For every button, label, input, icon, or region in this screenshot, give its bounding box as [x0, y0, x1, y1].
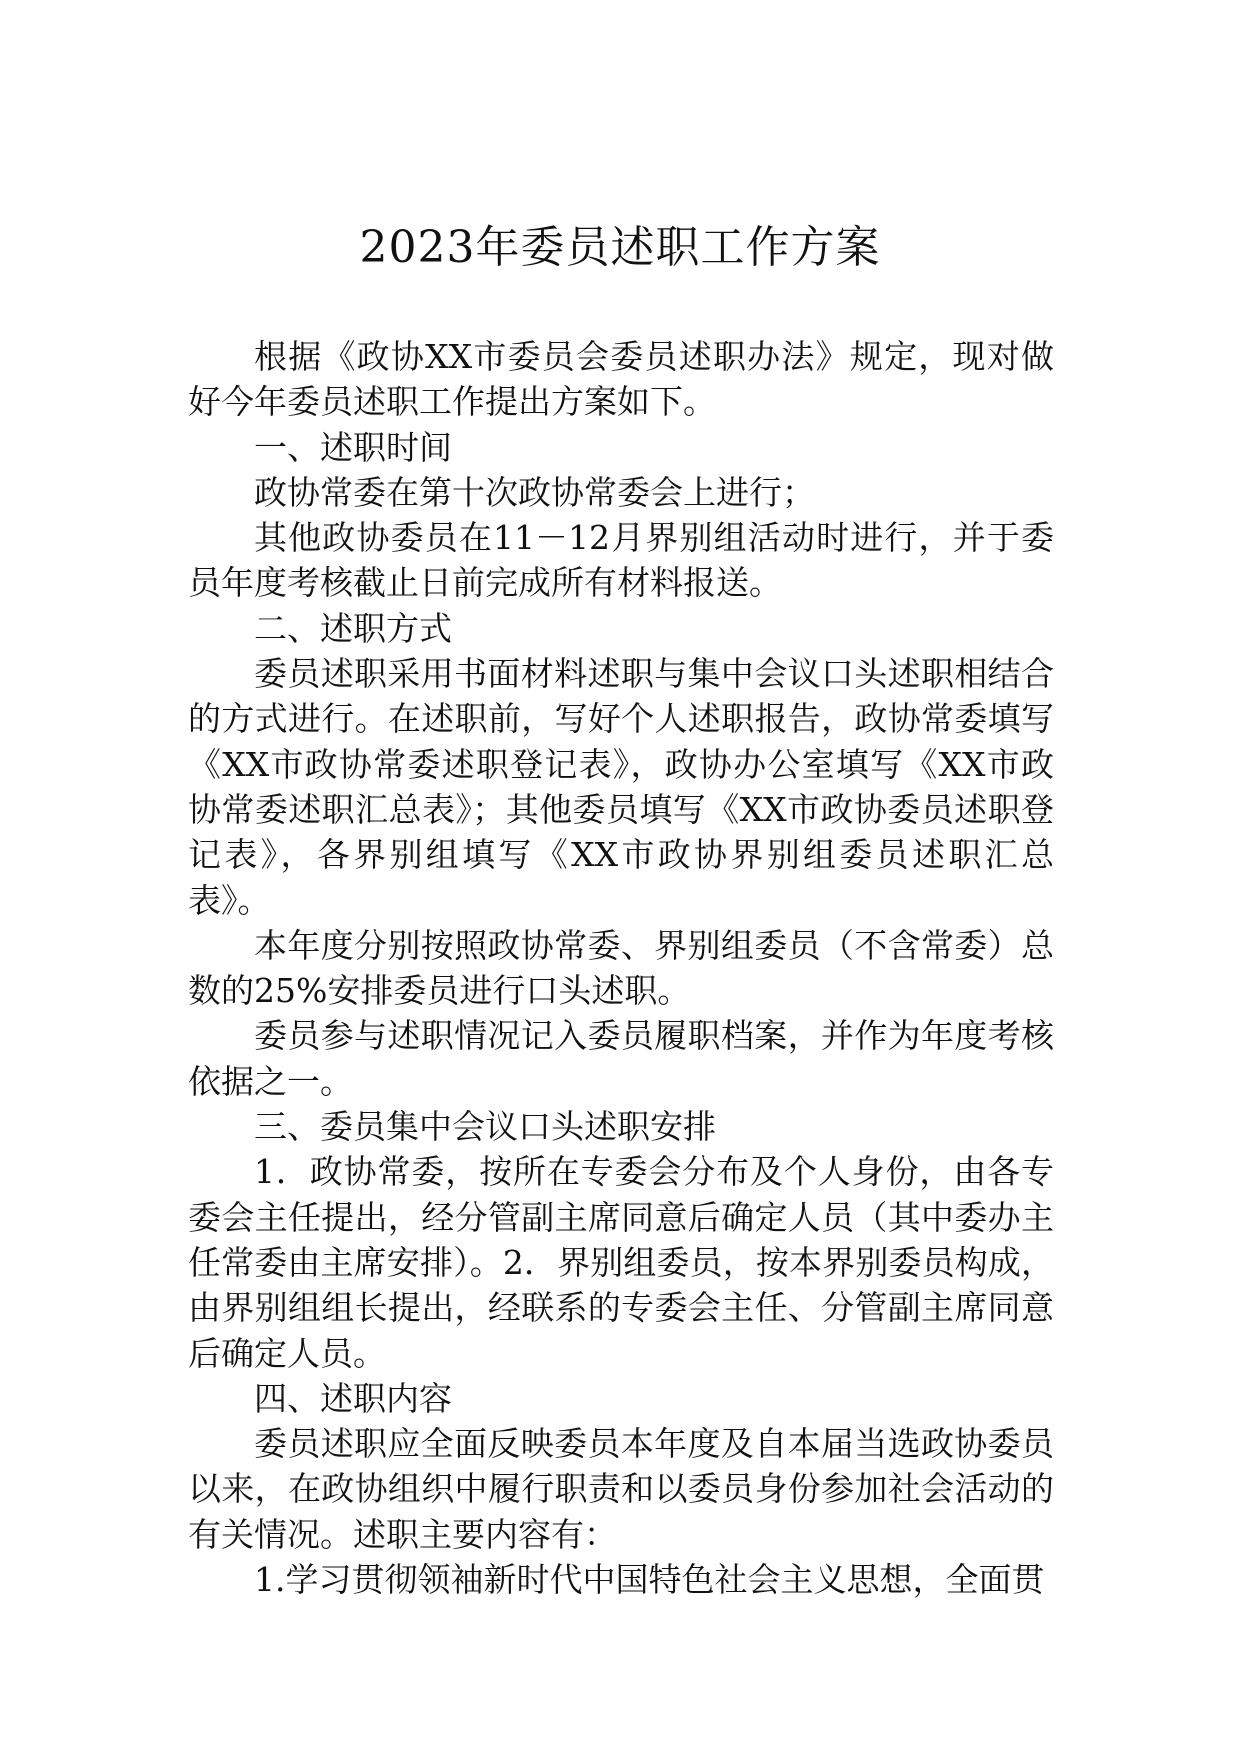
paragraph-method-details: 委员述职采用书面材料述职与集中会议口头述职相结合的方式进行。在述职前，写好个人述职报告，政协常委填写《XX市政协常委述职登记表》，政协办公室填写《XX市政协常委述职汇总表》；其他委员填写《XX市政协委员述职登记表》，各界别组填写《XX市政协界别组委员述职汇总表》。	[188, 654, 1054, 920]
section-heading-method: 二、述职方式	[254, 608, 452, 648]
paragraph-content-overview: 委员述职应全面反映委员本年度及自本届当选政协委员以来，在政协组织中履行职责和以委员身份参加社会活动的有关情况。述职主要内容有：	[188, 1424, 1054, 1554]
section-heading-time: 一、述职时间	[254, 427, 452, 467]
paragraph-standing-committee-time: 政协常委在第十次政协常委会上进行；	[254, 472, 815, 512]
paragraph-archive: 委员参与述职情况记入委员履职档案，并作为年度考核依据之一。	[188, 1016, 1054, 1101]
paragraph-oral-ratio: 本年度分别按照政协常委、界别组委员（不含常委）总数的25%安排委员进行口头述职。	[188, 925, 1054, 1011]
paragraph-other-members-time: 其他政协委员在11－12月界别组活动时进行，并于委员年度考核截止日前完成所有材料报送。	[188, 518, 1054, 603]
intro-paragraph: 根据《政协XX市委员会委员述职办法》规定，现对做好今年委员述职工作提出方案如下。	[188, 337, 1054, 422]
paragraph-oral-arrangement: 1．政协常委，按所在专委会分布及个人身份，由各专委会主任提出，经分管副主席同意后确定人员（其中委办主任常委由主席安排）。2．界别组委员，按本界别委员构成，由界别组组长提出，经联系的专委会主任、分管副主席同意后确定人员。	[188, 1152, 1054, 1373]
section-heading-oral-arrangement: 三、委员集中会议口头述职安排	[254, 1107, 716, 1147]
document-title: 2023年委员述职工作方案	[359, 222, 881, 273]
document-body	[188, 334, 1054, 1602]
section-heading-content: 四、述职内容	[254, 1378, 452, 1418]
paragraph-content-item-1: 1.学习贯彻领袖新时代中国特色社会主义思想，全面贯	[254, 1560, 1045, 1600]
